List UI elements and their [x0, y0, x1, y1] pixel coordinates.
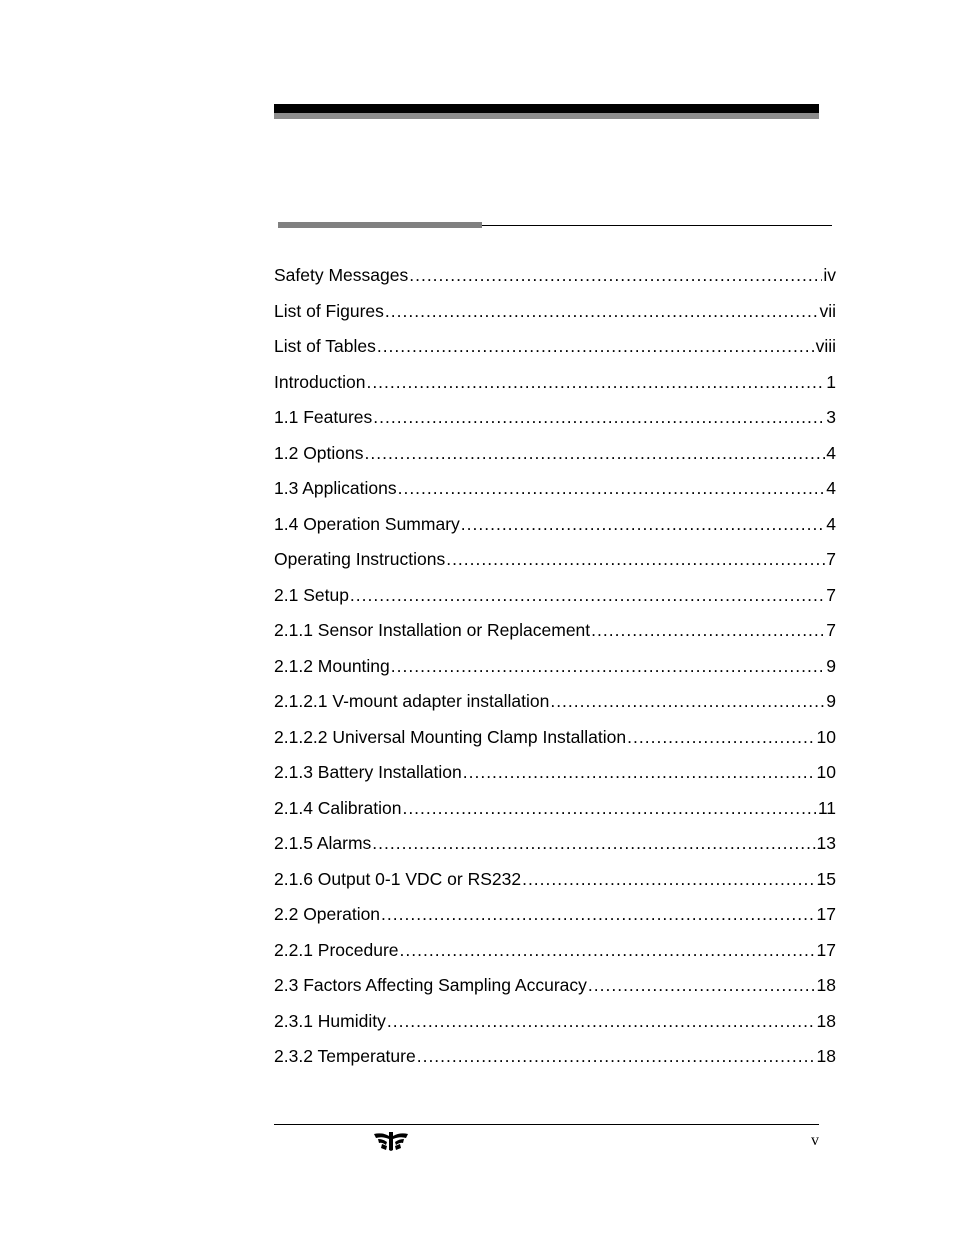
- toc-entry[interactable]: [274, 968, 836, 1004]
- toc-entry-title: 1.2 Options: [274, 442, 364, 463]
- toc-dot-leader: [391, 649, 825, 685]
- toc-entry[interactable]: [274, 1004, 836, 1040]
- toc-entry-page: 18: [816, 1010, 836, 1031]
- toc-entry-page: vii: [819, 300, 836, 321]
- toc-entry-page: iv: [823, 265, 836, 285]
- toc-entry-page: 18: [816, 1046, 836, 1066]
- toc-entry-title: 2.3.1 Humidity: [274, 1010, 386, 1031]
- header-rule-gray: [274, 113, 819, 119]
- toc-entry[interactable]: [274, 933, 836, 969]
- toc-entry-title: 1.4 Operation Summary: [274, 513, 460, 534]
- toc-entry-page: 7: [826, 584, 836, 605]
- toc-entry[interactable]: [274, 720, 836, 756]
- toc-dot-leader: [400, 933, 816, 969]
- toc-entry-page: 17: [816, 904, 836, 924]
- teledyne-logo-icon: [372, 1130, 410, 1152]
- toc-dot-leader: [588, 968, 816, 1004]
- toc-entry-page: 4: [826, 513, 836, 534]
- toc-entry-page: 13: [816, 833, 836, 853]
- toc-dot-leader: [372, 826, 815, 862]
- toc-dot-leader: [409, 258, 822, 294]
- toc-entry[interactable]: [274, 613, 836, 649]
- toc-entry-page: 10: [816, 762, 836, 782]
- toc-dot-leader: [627, 720, 815, 756]
- toc-dot-leader: [402, 791, 816, 827]
- toc-dot-leader: [385, 294, 819, 330]
- toc-entry-title: 2.2.1 Procedure: [274, 939, 399, 960]
- toc-entry[interactable]: [274, 897, 836, 933]
- toc-entry-title: 2.3.2 Temperature: [274, 1046, 416, 1066]
- toc-entry-page: 9: [826, 655, 836, 676]
- toc-entry[interactable]: [274, 755, 836, 791]
- toc-dot-leader: [461, 507, 825, 543]
- toc-entry-page: 3: [826, 407, 836, 427]
- header-rule-black: [274, 104, 819, 113]
- toc-entry-page: 1: [826, 371, 836, 392]
- toc-entry[interactable]: [274, 329, 836, 365]
- toc-entry[interactable]: [274, 1039, 836, 1075]
- toc-entry-page: 7: [826, 549, 836, 569]
- toc-entry-page: 4: [826, 442, 836, 463]
- page-number: v: [811, 1132, 819, 1149]
- toc-entry-title: 2.1.5 Alarms: [274, 833, 372, 853]
- toc-entry-title: Introduction: [274, 371, 366, 392]
- section-rule-thick: [278, 222, 482, 228]
- toc-entry-page: 9: [826, 691, 836, 711]
- toc-entry[interactable]: [274, 436, 836, 472]
- toc-dot-leader: [398, 471, 826, 507]
- toc-entry-title: 1.3 Applications: [274, 478, 397, 498]
- toc-entry-title: Operating Instructions: [274, 549, 446, 569]
- toc-entry[interactable]: [274, 365, 836, 401]
- toc-entry[interactable]: [274, 400, 836, 436]
- toc-entry-page: 11: [817, 797, 836, 818]
- toc-entry-title: 2.1.2.2 Universal Mounting Clamp Installation: [274, 726, 627, 747]
- toc-entry[interactable]: [274, 649, 836, 685]
- toc-entry-title: 2.1.6 Output 0-1 VDC or RS232: [274, 868, 522, 889]
- section-rule-thin: [482, 225, 832, 226]
- toc-dot-leader: [381, 897, 815, 933]
- toc-entry-title: 2.1.1 Sensor Installation or Replacement: [274, 620, 591, 640]
- toc-entry-title: 1.1 Features: [274, 407, 373, 427]
- toc-dot-leader: [366, 365, 825, 401]
- toc-dot-leader: [387, 1004, 816, 1040]
- toc-entry-title: List of Figures: [274, 300, 384, 321]
- toc-dot-leader: [373, 400, 825, 436]
- toc-entry-title: Safety Messages: [274, 265, 409, 285]
- toc-entry-page: 17: [816, 939, 836, 960]
- toc-entry[interactable]: [274, 294, 836, 330]
- toc-entry-page: 7: [826, 620, 836, 640]
- toc-entry-page: viii: [815, 336, 836, 356]
- toc-dot-leader: [463, 755, 816, 791]
- toc-dot-leader: [550, 684, 825, 720]
- toc-entry[interactable]: [274, 684, 836, 720]
- toc-entry-title: 2.1.4 Calibration: [274, 797, 402, 818]
- toc-entry-page: 18: [816, 975, 836, 995]
- toc-entry[interactable]: [274, 507, 836, 543]
- toc-entry[interactable]: [274, 862, 836, 898]
- toc-entry-page: 10: [816, 726, 836, 747]
- toc-dot-leader: [446, 542, 825, 578]
- toc-entry-title: 2.1 Setup: [274, 584, 349, 605]
- toc-entry-title: 2.2 Operation: [274, 904, 381, 924]
- table-of-contents: [274, 258, 836, 1075]
- toc-entry[interactable]: [274, 471, 836, 507]
- toc-dot-leader: [365, 436, 826, 472]
- toc-dot-leader: [522, 862, 815, 898]
- toc-entry-title: 2.1.3 Battery Installation: [274, 762, 462, 782]
- toc-entry[interactable]: [274, 826, 836, 862]
- toc-entry[interactable]: [274, 578, 836, 614]
- toc-dot-leader: [377, 329, 815, 365]
- toc-entry-page: 4: [826, 478, 836, 498]
- toc-entry-title: List of Tables: [274, 336, 376, 356]
- toc-entry[interactable]: [274, 542, 836, 578]
- toc-entry[interactable]: [274, 791, 836, 827]
- toc-entry[interactable]: [274, 258, 836, 294]
- toc-entry-title: 2.1.2 Mounting: [274, 655, 390, 676]
- toc-entry-page: 15: [816, 868, 836, 889]
- toc-dot-leader: [591, 613, 825, 649]
- toc-dot-leader: [417, 1039, 816, 1075]
- footer-rule: [274, 1124, 819, 1125]
- toc-dot-leader: [350, 578, 825, 614]
- toc-entry-title: 2.3 Factors Affecting Sampling Accuracy: [274, 975, 587, 995]
- toc-entry-title: 2.1.2.1 V-mount adapter installation: [274, 691, 550, 711]
